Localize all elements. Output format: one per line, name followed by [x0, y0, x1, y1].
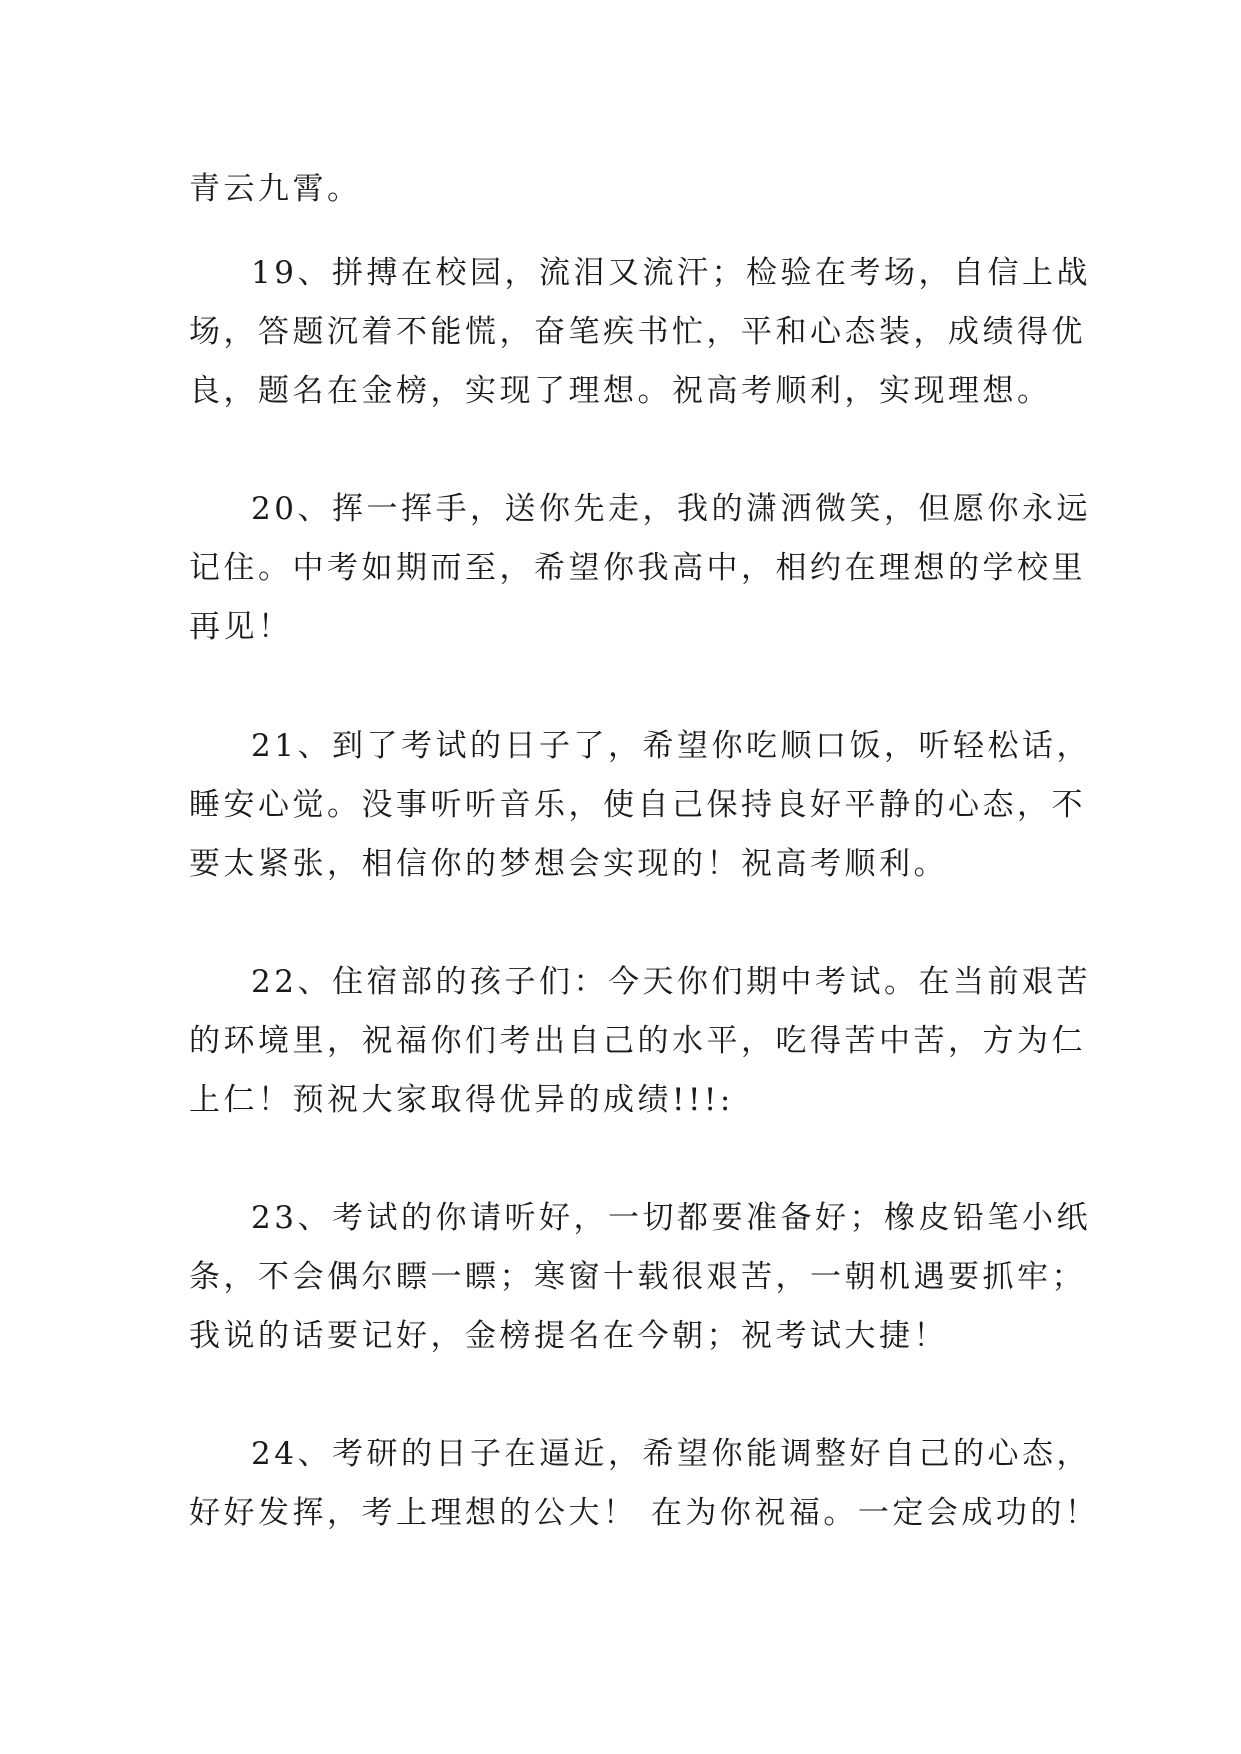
- paragraph-item-20: [189, 480, 1091, 657]
- text-line: 场，答题沉着不能慌，奋笔疾书忙，平和心态装，成绩得优: [189, 314, 1086, 350]
- paragraph-item-21: [189, 717, 1091, 894]
- text-line: 24、考研的日子在逼近，希望你能调整好自己的心态，: [251, 1436, 1091, 1472]
- text-line: 好好发挥，考上理想的公大！ 在为你祝福。一定会成功的！: [189, 1495, 1100, 1531]
- text-line: 记住。中考如期而至，希望你我高中，相约在理想的学校里: [189, 550, 1086, 586]
- text-line: 上仁！预祝大家取得优异的成绩!!!:: [189, 1082, 734, 1118]
- text-line: 要太紧张，相信你的梦想会实现的！祝高考顺利。: [189, 846, 948, 882]
- text-line: 良，题名在金榜，实现了理想。祝高考顺利，实现理想。: [189, 373, 1052, 409]
- text-line: 21、到了考试的日子了，希望你吃顺口饭，听轻松话，: [251, 728, 1091, 764]
- paragraph-item-22: [189, 953, 1091, 1130]
- text-line: 条，不会偶尔瞟一瞟；寒窗十载很艰苦，一朝机遇要抓牢；: [189, 1259, 1086, 1295]
- text-line: 再见！: [189, 609, 293, 645]
- paragraph-item-24: [189, 1425, 1100, 1543]
- text-line: 22、住宿部的孩子们：今天你们期中考试。在当前艰苦: [251, 964, 1091, 1000]
- text-line: 23、考试的你请听好，一切都要准备好；橡皮铅笔小纸: [251, 1200, 1091, 1236]
- text-line: 青云九霄。: [189, 171, 362, 207]
- text-line: 我说的话要记好，金榜提名在今朝；祝考试大捷！: [189, 1318, 948, 1354]
- text-line: 20、挥一挥手，送你先走，我的潇洒微笑，但愿你永远: [251, 491, 1091, 527]
- paragraph-continuation: [189, 160, 1061, 219]
- paragraph-item-23: [189, 1189, 1091, 1366]
- text-line: 睡安心觉。没事听听音乐，使自己保持良好平静的心态，不: [189, 787, 1086, 823]
- text-line: 的环境里，祝福你们考出自己的水平，吃得苦中苦，方为仁: [189, 1023, 1086, 1059]
- paragraph-item-19: [189, 244, 1091, 421]
- text-line: 19、拼搏在校园，流泪又流汗；检验在考场，自信上战: [251, 255, 1091, 291]
